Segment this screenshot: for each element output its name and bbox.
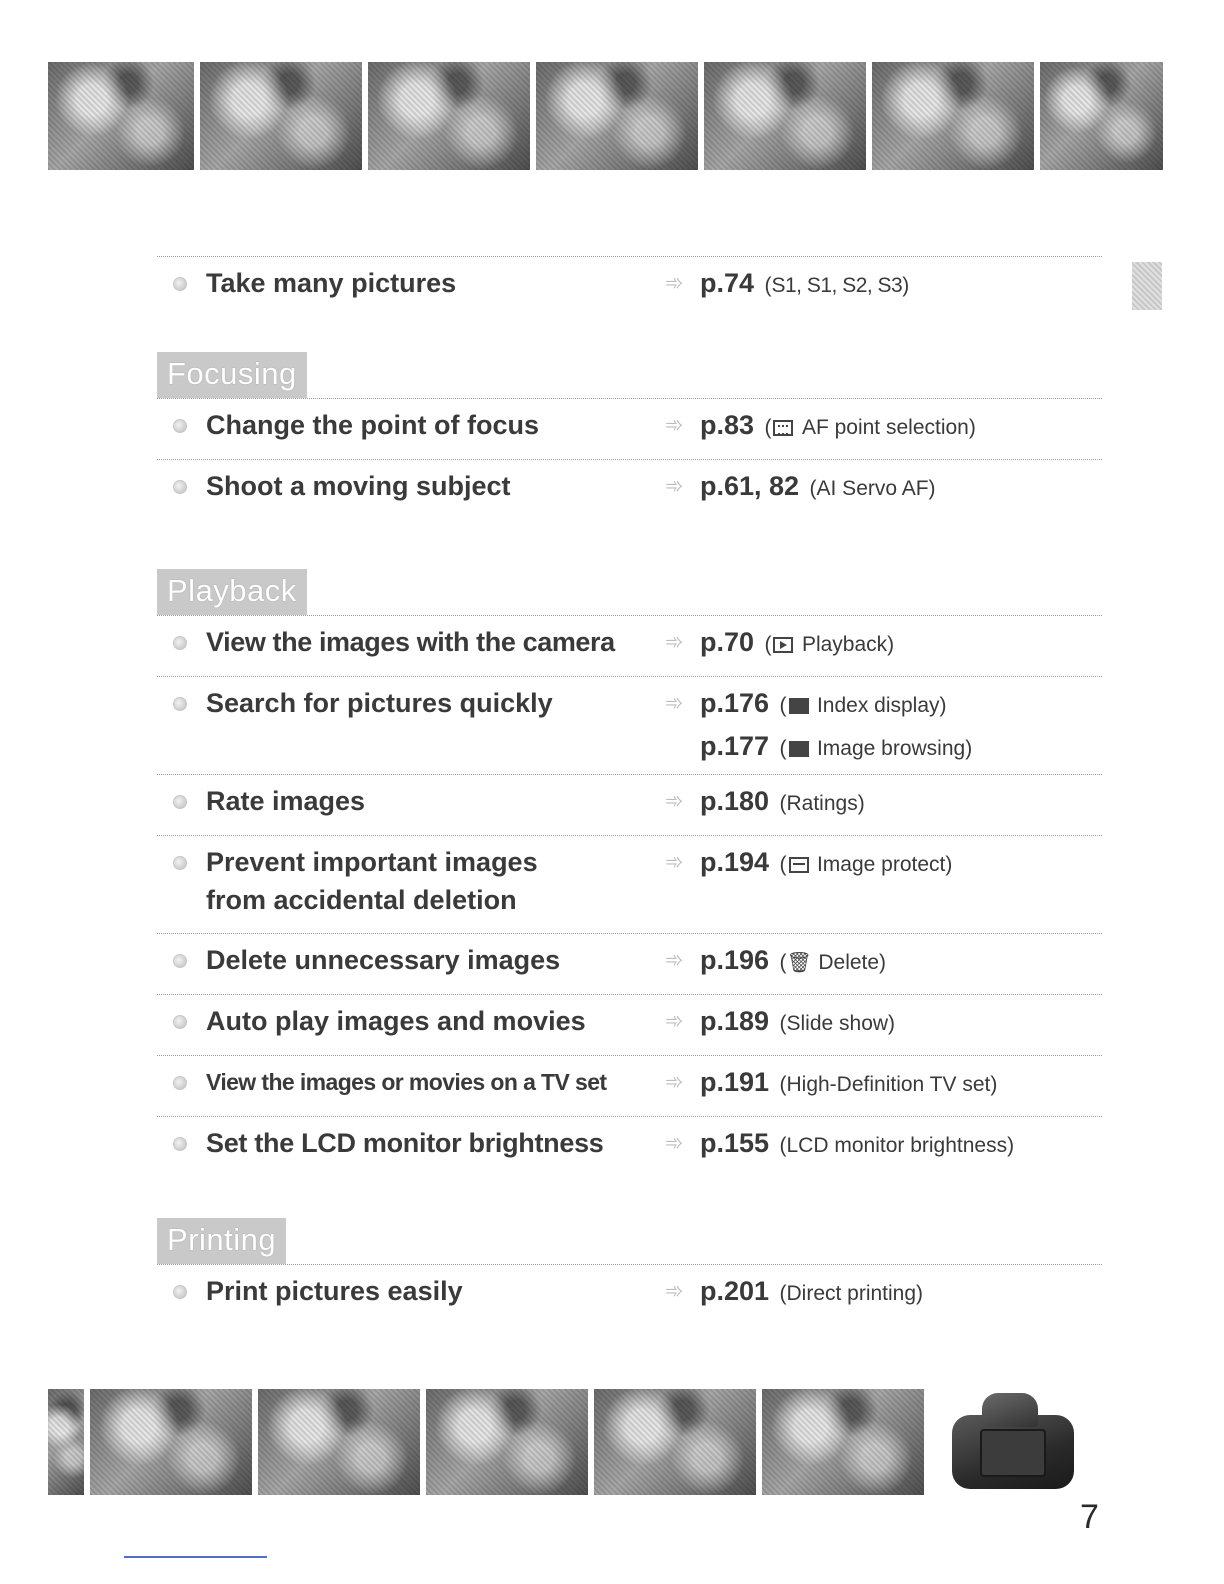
arrow-right-icon: ➾ — [665, 629, 684, 654]
ref-description-close: ) — [902, 274, 910, 297]
row-label: Prevent important images — [206, 847, 538, 877]
row-take-many — [157, 256, 1102, 317]
row-search — [157, 677, 1102, 774]
top-photo-strip — [48, 62, 1163, 170]
row-label: Search for pictures quickly — [206, 688, 553, 718]
arrow-right-icon: ➾ — [665, 1008, 684, 1033]
page-ref[interactable]: p.176 — [700, 688, 770, 718]
nature-photo — [762, 1389, 924, 1495]
bottom-photo-strip — [48, 1389, 924, 1495]
page-ref[interactable]: p.70 — [700, 627, 755, 657]
row-lcd — [157, 1117, 1102, 1177]
row-label: Auto play images and movies — [206, 1006, 586, 1036]
nature-photo — [594, 1389, 756, 1495]
chapter-tab-marker — [1132, 262, 1162, 310]
row-view-images — [157, 616, 1102, 676]
ref-description: (LCD monitor brightness) — [779, 1134, 1015, 1157]
ref-description: (AI Servo AF) — [809, 477, 936, 500]
row-label: Change the point of focus — [206, 410, 539, 440]
protect-key-icon — [789, 857, 809, 873]
flower-photo — [536, 62, 698, 170]
ref-description: Index display) — [816, 694, 947, 717]
ref-description-open: ( — [779, 951, 787, 974]
bullet-icon — [173, 697, 187, 711]
page-ref[interactable]: p.83 — [700, 410, 755, 440]
arrow-right-icon: ➾ — [665, 849, 684, 874]
bullet-icon — [173, 1015, 187, 1029]
ref-description: Delete) — [818, 951, 887, 974]
ref-description-open: ( — [779, 694, 787, 717]
row-label: Shoot a moving subject — [206, 471, 511, 501]
flower-photo — [200, 62, 362, 170]
af-point-icon — [773, 420, 793, 436]
row-label: View the images with the camera — [206, 627, 615, 657]
ref-description: Image browsing) — [816, 737, 973, 760]
row-rate — [157, 775, 1102, 835]
bullet-icon — [173, 419, 187, 433]
nature-photo — [426, 1389, 588, 1495]
image-quality-modes: S1, S1, S2, S3 — [771, 274, 903, 297]
page-ref[interactable]: p.155 — [700, 1128, 770, 1158]
bullet-icon — [173, 1285, 187, 1299]
page-ref[interactable]: p.177 — [700, 731, 770, 761]
bullet-icon — [173, 954, 187, 968]
bullet-icon — [173, 636, 187, 650]
row-prevent — [157, 836, 1102, 933]
flower-photo — [368, 62, 530, 170]
row-tv — [157, 1056, 1102, 1116]
ref-description-open: ( — [779, 853, 787, 876]
bullet-icon — [173, 277, 187, 291]
ref-description: (High-Definition TV set) — [779, 1073, 998, 1096]
section-heading: Focusing — [157, 352, 307, 398]
page-ref[interactable]: p.196 — [700, 945, 770, 975]
arrow-right-icon: ➾ — [665, 412, 684, 437]
page-ref[interactable]: p.191 — [700, 1067, 770, 1097]
ref-description: AF point selection) — [801, 416, 976, 439]
section-heading: Playback — [157, 569, 307, 615]
ref-description: (Ratings) — [779, 792, 865, 815]
ref-description-open: ( — [779, 737, 787, 760]
arrow-right-icon: ➾ — [665, 473, 684, 498]
camera-icon — [952, 1393, 1074, 1489]
arrow-right-icon: ➾ — [665, 1278, 684, 1303]
image-jump-icon — [789, 741, 809, 757]
row-autoplay — [157, 995, 1102, 1055]
row-moving-subject — [157, 460, 1102, 520]
row-label: Set the LCD monitor brightness — [206, 1128, 604, 1158]
row-label: Print pictures easily — [206, 1276, 463, 1306]
nature-photo — [48, 1389, 84, 1495]
index-display-icon — [789, 698, 809, 714]
bullet-icon — [173, 1076, 187, 1090]
section-focusing — [157, 352, 1102, 520]
flower-photo — [1040, 62, 1163, 170]
page-ref[interactable]: p.189 — [700, 1006, 770, 1036]
row-label: Take many pictures — [206, 268, 457, 298]
row-change-focus — [157, 399, 1102, 459]
arrow-right-icon: ➾ — [665, 947, 684, 972]
nature-photo — [90, 1389, 252, 1495]
row-delete — [157, 934, 1102, 994]
page-ref[interactable]: p.61, 82 — [700, 471, 800, 501]
page-ref[interactable]: p.180 — [700, 786, 770, 816]
arrow-right-icon: ➾ — [665, 788, 684, 813]
page-ref[interactable]: p.194 — [700, 847, 770, 877]
row-label: Delete unnecessary images — [206, 945, 561, 975]
section-printing — [157, 1218, 1102, 1325]
ref-description-open: ( — [764, 633, 772, 656]
ref-description: Playback) — [801, 633, 895, 656]
section-heading: Printing — [157, 1218, 286, 1264]
arrow-right-icon: ➾ — [665, 1130, 684, 1155]
bullet-icon — [173, 480, 187, 494]
arrow-right-icon: ➾ — [665, 270, 684, 295]
nature-photo — [258, 1389, 420, 1495]
row-label-continued: from accidental deletion — [206, 885, 517, 915]
ref-description: (Direct printing) — [779, 1282, 924, 1305]
trash-icon: 🗑 — [786, 952, 812, 974]
page-ref[interactable]: p.201 — [700, 1276, 770, 1306]
page-number: 7 — [1080, 1498, 1099, 1536]
page-ref[interactable]: p.74 — [700, 268, 755, 298]
bullet-icon — [173, 795, 187, 809]
flower-photo — [48, 62, 194, 170]
arrow-right-icon: ➾ — [665, 1069, 684, 1094]
flower-photo — [704, 62, 866, 170]
footer-rule — [124, 1556, 267, 1558]
row-label: View the images or movies on a TV set — [206, 1069, 607, 1095]
bullet-icon — [173, 1137, 187, 1151]
row-label: Rate images — [206, 786, 366, 816]
row-print — [157, 1265, 1102, 1325]
arrow-right-icon: ➾ — [665, 690, 684, 715]
bullet-icon — [173, 856, 187, 870]
ref-description: Image protect) — [816, 853, 953, 876]
ref-description-open: ( — [764, 416, 772, 439]
section-playback — [157, 569, 1102, 1177]
ref-description: (Slide show) — [779, 1012, 896, 1035]
ref-description-open: ( — [764, 274, 772, 297]
playback-icon — [773, 637, 793, 653]
flower-photo — [872, 62, 1034, 170]
